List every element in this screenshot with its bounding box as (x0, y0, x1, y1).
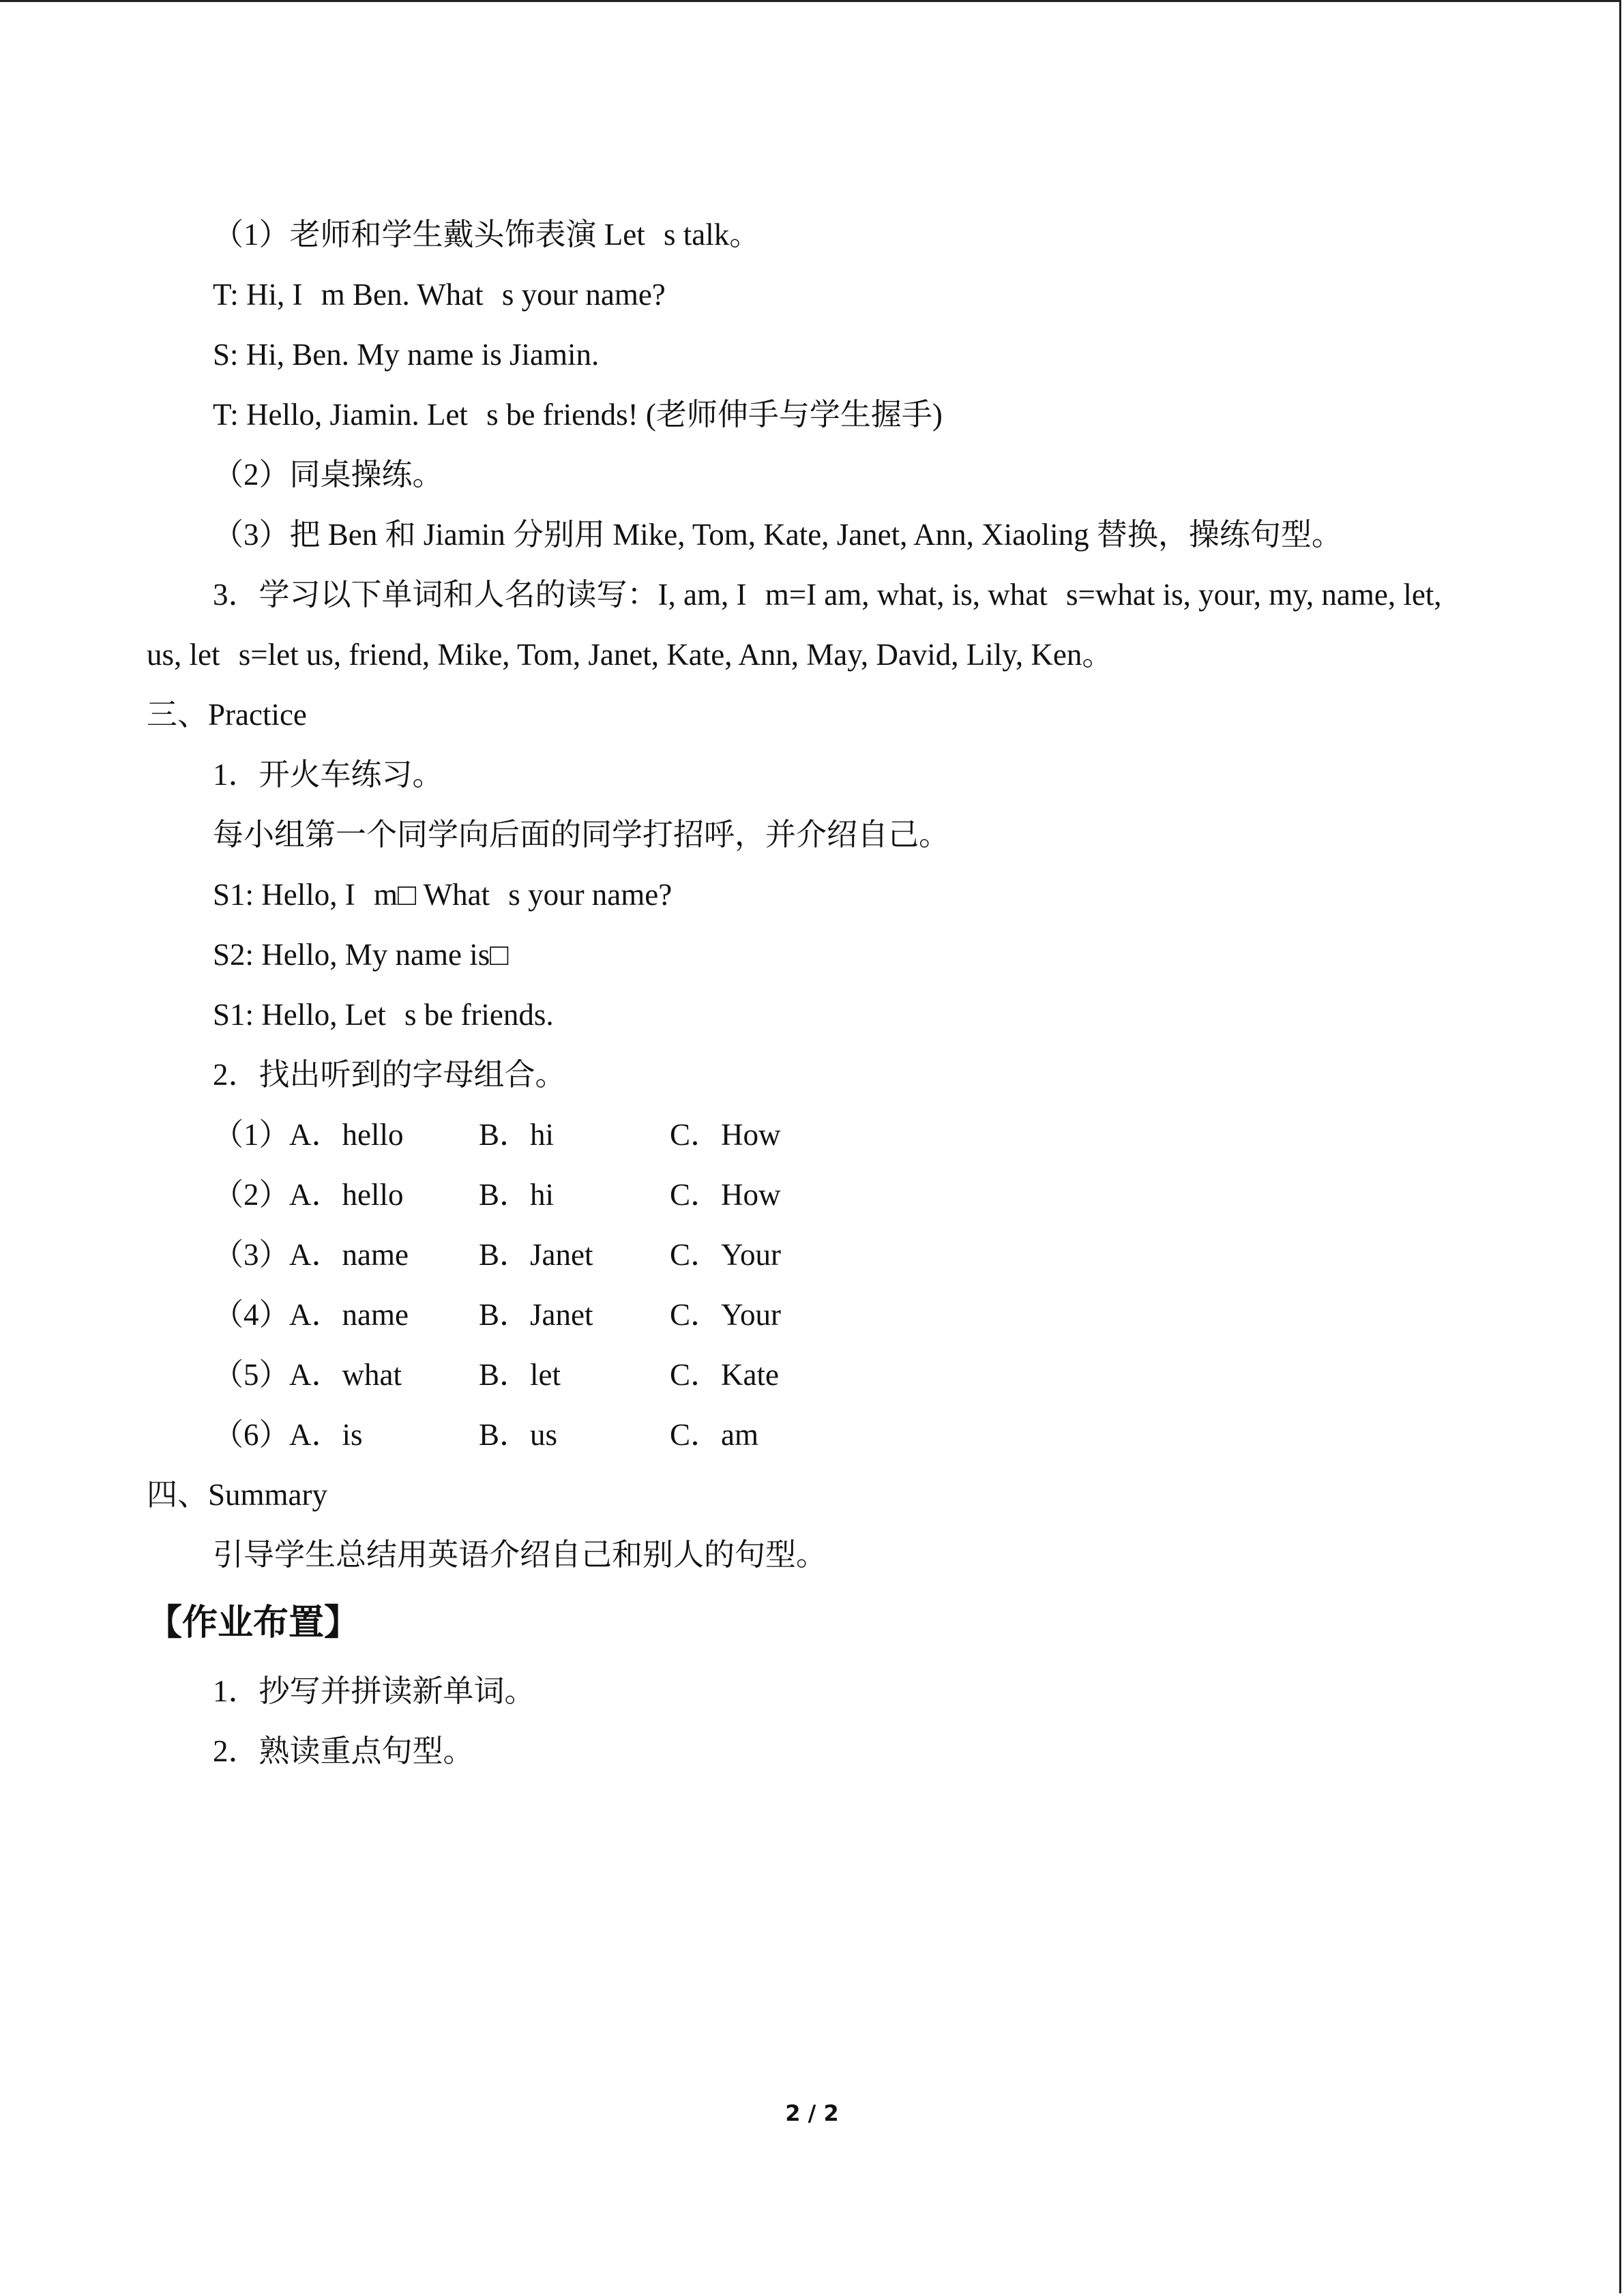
text-line: （2）同桌操练。 (213, 458, 443, 492)
vocabulary-paragraph: 3．学习以下单词和人名的读写：I, am, Im=I am, what, is, whats=what is, your, my, name, let, us, lets=let us, friend, Mike, Tom, Janet, Kate, Ann, May, David, Lily, Ken。 (147, 578, 1442, 672)
homework-item: 1．抄写并拼读新单词。 (213, 1674, 535, 1708)
text-line: （1）老师和学生戴头饰表演 Lets talk。 (213, 218, 761, 252)
homework-item: 2．熟读重点句型。 (213, 1734, 474, 1768)
choice-row (147, 1105, 1483, 1165)
section-heading-practice: 三、Practice (147, 698, 307, 732)
choice-option-a: A．name (289, 1298, 409, 1332)
choice-row (147, 1225, 1483, 1285)
choice-number: （4） (213, 1298, 290, 1332)
choice-number: （1） (213, 1118, 290, 1152)
choice-row (147, 1285, 1483, 1345)
dialogue-line: T: Hello, Jiamin. Lets be friends! (老师伸手与学生握手) (213, 398, 943, 432)
dialogue-line: S2: Hello, My name is□ (213, 938, 509, 972)
choice-option-a: A．hello (289, 1178, 404, 1212)
choice-option-b: B．hi (479, 1118, 555, 1152)
dialogue-line: S1: Hello, Im□ Whats your name? (213, 878, 673, 912)
choice-option-a: A．is (289, 1418, 363, 1452)
text-line: 每小组第一个同学向后面的同学打招呼，并介绍自己。 (213, 818, 950, 852)
choice-row (147, 1345, 1483, 1405)
page-number: 2 / 2 (785, 2100, 839, 2126)
choice-option-c: C．Your (670, 1298, 781, 1332)
choice-row (147, 1165, 1483, 1225)
dialogue-line: S1: Hello, Lets be friends. (213, 998, 554, 1032)
dialogue-line: S: Hi, Ben. My name is Jiamin. (213, 338, 600, 372)
text-line: 1．开火车练习。 (213, 758, 443, 792)
choice-option-b: B．let (479, 1358, 561, 1392)
text-line: 引导学生总结用英语介绍自己和别人的句型。 (213, 1538, 827, 1572)
choice-option-b: B．Janet (479, 1298, 593, 1332)
choice-number: （6） (213, 1418, 290, 1452)
choice-number: （5） (213, 1358, 290, 1392)
section-heading-summary: 四、Summary (147, 1478, 327, 1512)
document-body (147, 205, 1483, 1781)
choice-option-c: C．Kate (670, 1358, 779, 1392)
homework-heading: 【作业布置】 (147, 1602, 360, 1643)
choice-option-a: A．what (289, 1358, 402, 1392)
choice-option-c: C．am (670, 1418, 758, 1452)
choice-option-c: C．How (670, 1178, 781, 1212)
choice-option-b: B．us (479, 1418, 558, 1452)
text-line: （3）把 Ben 和 Jiamin 分别用 Mike, Tom, Kate, Janet, Ann, Xiaoling 替换，操练句型。 (213, 518, 1342, 552)
choice-option-b: B．hi (479, 1178, 555, 1212)
choice-option-c: C．Your (670, 1238, 781, 1272)
text-line: 2．找出听到的字母组合。 (213, 1058, 566, 1092)
choice-option-c: C．How (670, 1118, 781, 1152)
choice-option-a: A．hello (289, 1118, 404, 1152)
choice-row (147, 1405, 1483, 1465)
choice-option-b: B．Janet (479, 1238, 593, 1272)
choice-list (147, 1105, 1483, 1465)
choice-number: （3） (213, 1238, 290, 1272)
choice-option-a: A．name (289, 1238, 409, 1272)
dialogue-line: T: Hi, Im Ben. Whats your name? (213, 278, 666, 312)
choice-number: （2） (213, 1178, 290, 1212)
